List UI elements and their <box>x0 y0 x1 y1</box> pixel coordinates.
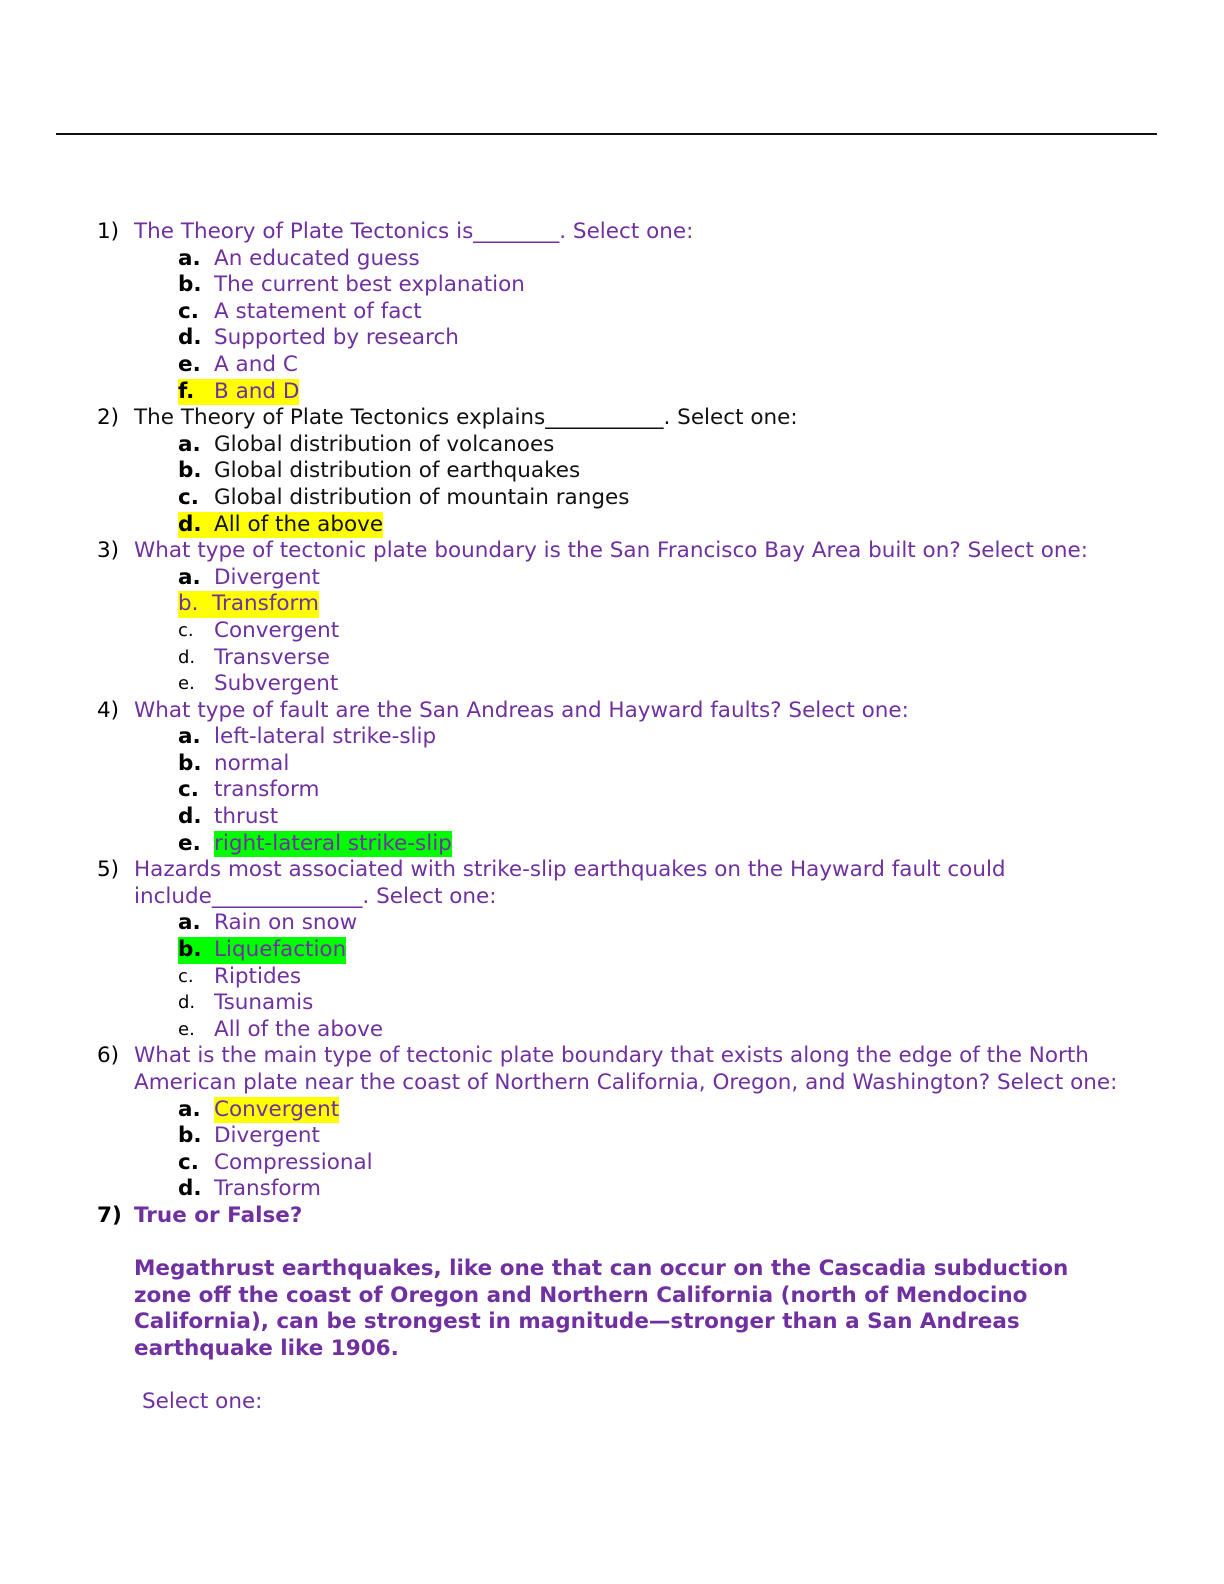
answer-highlight <box>178 937 346 964</box>
option-1e[interactable] <box>0 352 1224 379</box>
option-4c[interactable] <box>0 777 1224 804</box>
option-letter: b. <box>178 750 202 776</box>
option-text: Transform <box>214 1176 321 1202</box>
question-text: The Theory of Plate Tectonics explains___________. Select one: <box>134 405 798 431</box>
option-letter: c. <box>178 777 199 803</box>
options-3 <box>0 565 1224 698</box>
option-text: Compressional <box>214 1149 373 1175</box>
option-5b[interactable] <box>0 937 1224 964</box>
option-letter: b. <box>178 591 199 617</box>
option-6b[interactable] <box>0 1123 1224 1150</box>
option-4b[interactable] <box>0 751 1224 778</box>
option-letter: e. <box>178 830 201 856</box>
option-letter: d. <box>178 646 196 668</box>
option-letter: e. <box>178 673 195 695</box>
option-letter: d. <box>178 511 202 537</box>
question-4 <box>0 698 1124 725</box>
option-text: Convergent <box>214 1096 340 1122</box>
question-number: 1) <box>97 219 120 244</box>
question-number: 6) <box>97 1043 120 1069</box>
option-letter: d. <box>178 325 202 351</box>
option-text: transform <box>214 777 320 803</box>
option-text: Transform <box>212 591 319 617</box>
option-text: All of the above <box>214 1016 384 1042</box>
question-text: What type of fault are the San Andreas and Hayward faults? Select one: <box>134 697 909 723</box>
option-text: Supported by research <box>214 325 459 351</box>
option-letter: f. <box>178 378 195 404</box>
options-4 <box>0 724 1224 857</box>
option-text: Riptides <box>214 963 302 989</box>
answer-highlight <box>214 1097 339 1124</box>
option-text: An educated guess <box>214 245 420 271</box>
option-letter: a. <box>178 724 201 750</box>
option-text: Rain on snow <box>214 910 358 936</box>
question-number: 4) <box>97 697 120 723</box>
option-letter: b. <box>178 937 202 963</box>
option-3d[interactable] <box>0 645 1224 672</box>
option-1f[interactable] <box>0 379 1224 406</box>
option-text: right-lateral strike-slip <box>214 830 452 856</box>
option-1c[interactable] <box>0 299 1224 326</box>
option-letter: b. <box>178 272 202 298</box>
question-statement: Megathrust earthquakes, like one that can occur on the Cascadia subduction zone off the coast of Oregon and Northern California (north of Mendocino California), can be strongest in magnitude—stronger than a San Andreas earthquake like 1906. <box>134 1256 1069 1361</box>
option-letter: d. <box>178 992 196 1014</box>
option-5a[interactable] <box>0 910 1224 937</box>
answer-highlight <box>178 512 383 539</box>
answer-highlight <box>178 591 319 618</box>
option-letter: a. <box>178 910 201 936</box>
option-text: Tsunamis <box>214 990 314 1016</box>
question-number: 7) <box>97 1202 122 1228</box>
option-3c[interactable] <box>0 618 1224 645</box>
option-text: left-lateral strike-slip <box>214 724 437 750</box>
option-text: Global distribution of mountain ranges <box>214 484 630 510</box>
question-text: What type of tectonic plate boundary is the San Francisco Bay Area built on? Select one: <box>134 538 1088 564</box>
options-5 <box>0 910 1224 1043</box>
option-text: Transverse <box>214 644 331 670</box>
option-6d[interactable] <box>0 1176 1224 1203</box>
option-letter: b. <box>178 1123 202 1149</box>
option-text: Divergent <box>214 564 320 590</box>
option-letter: b. <box>178 458 202 484</box>
question-text: What is the main type of tectonic plate boundary that exists along the edge of the North American plate near the coast of Northern California, Oregon, and Washington? Select one: <box>134 1043 1118 1095</box>
question-6 <box>0 1043 1124 1096</box>
option-6a[interactable] <box>0 1097 1224 1124</box>
option-5c[interactable] <box>0 964 1224 991</box>
option-letter: a. <box>178 245 201 271</box>
option-2c[interactable] <box>0 485 1224 512</box>
option-3a[interactable] <box>0 565 1224 592</box>
question-5 <box>0 857 1124 910</box>
option-text: A statement of fact <box>214 298 422 324</box>
option-1d[interactable] <box>0 325 1224 352</box>
option-letter: d. <box>178 804 202 830</box>
option-letter: c. <box>178 1149 199 1175</box>
option-text: Divergent <box>214 1123 320 1149</box>
question-7 <box>0 1203 1124 1363</box>
options-6 <box>0 1097 1224 1203</box>
options-2 <box>0 432 1224 538</box>
option-1a[interactable] <box>0 246 1224 273</box>
question-number: 5) <box>97 857 120 883</box>
select-one-label: Select one: <box>142 1389 263 1415</box>
option-4d[interactable] <box>0 804 1224 831</box>
option-letter: e. <box>178 351 201 377</box>
question-text: Hazards most associated with strike-slip earthquakes on the Hayward fault could include______________. Select one: <box>134 857 1006 909</box>
option-text: thrust <box>214 804 279 830</box>
option-letter: a. <box>178 1096 201 1122</box>
question-text: True or False? <box>134 1202 303 1228</box>
option-text: Subvergent <box>214 671 339 697</box>
option-letter: c. <box>178 484 199 510</box>
option-3b[interactable] <box>0 591 1224 618</box>
option-2a[interactable] <box>0 432 1224 459</box>
option-3e[interactable] <box>0 671 1224 698</box>
option-2d[interactable] <box>0 512 1224 539</box>
quiz <box>0 219 1224 1416</box>
question-2 <box>0 405 1124 432</box>
option-1b[interactable] <box>0 272 1224 299</box>
option-letter: c. <box>178 965 194 987</box>
option-text: normal <box>214 750 290 776</box>
option-text: Convergent <box>214 617 340 643</box>
option-letter: a. <box>178 431 201 457</box>
answer-highlight <box>214 831 452 858</box>
option-4e[interactable] <box>0 831 1224 858</box>
option-6c[interactable] <box>0 1150 1224 1177</box>
option-text: A and C <box>214 351 298 377</box>
option-text: B and D <box>214 378 300 404</box>
option-letter: c. <box>178 298 199 324</box>
question-3 <box>0 538 1124 565</box>
option-text: Global distribution of earthquakes <box>214 458 581 484</box>
question-text: The Theory of Plate Tectonics is________. Select one: <box>134 219 694 244</box>
question-1 <box>0 219 1124 246</box>
option-letter: a. <box>178 564 201 590</box>
answer-highlight <box>178 379 299 406</box>
option-letter: e. <box>178 1018 195 1040</box>
option-text: All of the above <box>214 511 384 537</box>
option-5d[interactable] <box>0 990 1224 1017</box>
option-letter: c. <box>178 619 194 641</box>
option-text: Global distribution of volcanoes <box>214 431 555 457</box>
question-number: 3) <box>97 538 120 564</box>
option-text: Liquefaction <box>214 937 347 963</box>
option-4a[interactable] <box>0 724 1224 751</box>
options-1 <box>0 246 1224 406</box>
header-rule <box>56 133 1157 135</box>
option-2b[interactable] <box>0 458 1224 485</box>
option-letter: d. <box>178 1176 202 1202</box>
question-number: 2) <box>97 405 120 431</box>
option-text: The current best explanation <box>214 272 525 298</box>
option-5e[interactable] <box>0 1017 1224 1044</box>
